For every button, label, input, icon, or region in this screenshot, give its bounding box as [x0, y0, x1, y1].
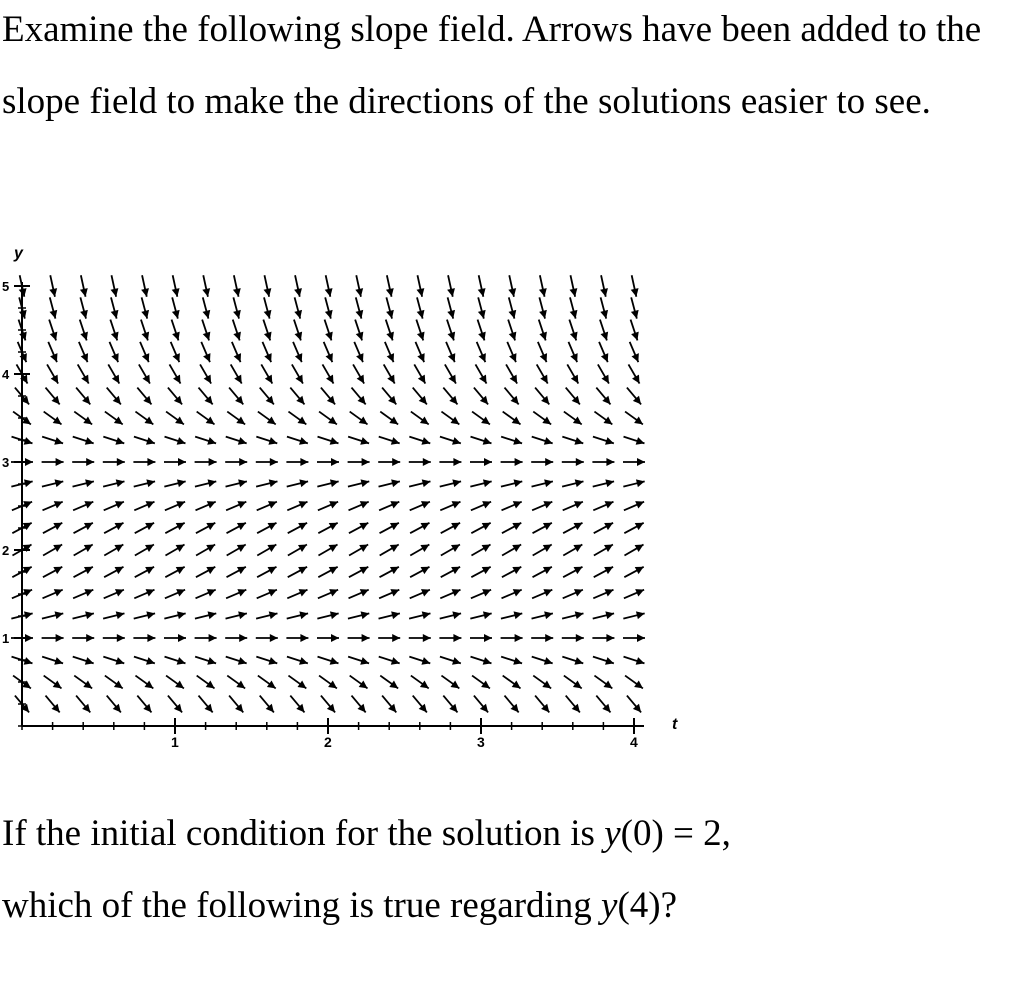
slope-arrowhead [55, 479, 64, 487]
slope-arrowhead [299, 611, 308, 619]
slope-arrowhead [545, 634, 553, 642]
slope-arrowhead [85, 611, 94, 619]
slope-arrowhead [325, 310, 333, 319]
slope-arrowhead [422, 611, 431, 619]
slope-arrowhead [481, 681, 490, 689]
slope-arrowhead [55, 611, 64, 619]
problem-intro: Examine the following slope field. Arrows have been added to the slope field to make the directions of the solutions easier to see. [2, 9, 982, 122]
slope-arrowhead [362, 458, 370, 466]
slope-arrowhead [264, 332, 272, 341]
slope-arrowhead [299, 479, 308, 487]
initial-condition-argument: (0) [620, 813, 664, 854]
slope-arrowhead [267, 417, 276, 425]
y-axis-label: y [14, 245, 23, 262]
slope-arrowhead [600, 288, 608, 297]
slope-field-svg [0, 232, 700, 762]
slope-arrowhead [514, 611, 523, 619]
slope-arrowhead [270, 458, 278, 466]
slope-arrowhead [25, 634, 33, 642]
initial-condition-value: = 2, [663, 813, 731, 854]
slope-arrowhead [331, 458, 339, 466]
slope-arrowhead [206, 681, 215, 689]
slope-arrowhead [637, 634, 645, 642]
question-line2-text: which of the following is true regarding [2, 885, 602, 926]
slope-arrowhead [484, 634, 492, 642]
slope-arrowhead [545, 458, 553, 466]
slope-arrowhead [330, 479, 339, 487]
x-axis-label: t [672, 716, 678, 733]
slope-arrowhead [576, 634, 584, 642]
slope-arrowhead [604, 681, 613, 689]
slope-arrowhead [325, 332, 333, 341]
slope-arrowhead [80, 332, 88, 341]
slope-arrowhead [478, 310, 486, 319]
slope-arrowhead [573, 681, 582, 689]
slope-arrowhead [391, 479, 400, 487]
slope-arrowhead [606, 634, 614, 642]
slope-arrowhead [269, 611, 278, 619]
y-tick-label: 4 [2, 367, 10, 382]
slope-arrowhead [85, 479, 94, 487]
slope-arrowhead [111, 310, 119, 319]
slope-arrowhead [267, 681, 276, 689]
slope-arrowhead [206, 417, 215, 425]
slope-arrowhead [147, 634, 155, 642]
axis-labels [2, 245, 678, 750]
slope-arrowhead [417, 288, 425, 297]
slope-arrowhead [80, 288, 88, 297]
slope-arrowhead [114, 417, 123, 425]
slope-arrowhead [544, 479, 553, 487]
slope-arrowhead [605, 479, 614, 487]
slope-arrowhead [177, 479, 186, 487]
slope-arrowhead [24, 611, 33, 619]
slope-arrowhead [575, 479, 584, 487]
initial-condition-function: y [604, 813, 621, 854]
x-tick-label: 1 [171, 734, 179, 750]
slope-arrowhead [452, 479, 461, 487]
slope-arrowhead [420, 681, 429, 689]
slope-arrowhead [117, 634, 125, 642]
target-function: y [601, 885, 618, 926]
slope-arrowhead [570, 332, 578, 341]
slope-arrowhead [141, 288, 149, 297]
slope-arrowhead [573, 417, 582, 425]
slope-arrowhead [208, 479, 217, 487]
slope-arrowhead [447, 310, 455, 319]
slope-arrowhead [539, 332, 547, 341]
slope-arrowhead [147, 458, 155, 466]
slope-arrowhead [325, 288, 333, 297]
slope-arrowhead [362, 634, 370, 642]
slope-arrowhead [56, 634, 64, 642]
slope-arrowhead [233, 288, 241, 297]
slope-field-chart [0, 232, 700, 762]
slope-arrowhead [238, 611, 247, 619]
slope-arrowhead [330, 611, 339, 619]
slope-arrowhead [451, 681, 460, 689]
slope-arrowhead [146, 611, 155, 619]
y-tick-label: 2 [2, 543, 10, 558]
slope-arrowhead [50, 310, 58, 319]
slope-arrowhead [570, 310, 578, 319]
slope-arrowhead [208, 611, 217, 619]
slope-arrowhead [111, 288, 119, 297]
slope-arrowhead [328, 417, 337, 425]
slope-arrowhead [392, 458, 400, 466]
slope-arrowhead [389, 681, 398, 689]
slope-arrowhead [300, 458, 308, 466]
slope-arrowhead [361, 479, 370, 487]
slope-arrowhead [420, 417, 429, 425]
slope-arrowhead [86, 634, 94, 642]
slope-arrowhead [270, 634, 278, 642]
slope-arrowhead [634, 417, 643, 425]
slope-arrowhead [356, 332, 364, 341]
slope-arrowhead [542, 681, 551, 689]
slope-arrowhead [631, 288, 639, 297]
slope-arrowhead [386, 310, 394, 319]
slope-arrowhead [172, 310, 180, 319]
slope-arrowhead [264, 288, 272, 297]
slope-arrowhead [300, 634, 308, 642]
slope-arrowhead [570, 288, 578, 297]
slope-arrowhead [50, 332, 58, 341]
slope-arrowhead [478, 332, 486, 341]
slope-arrowhead [484, 458, 492, 466]
slope-arrowhead [601, 332, 609, 341]
y-tick-label: 3 [2, 455, 10, 470]
slope-arrowhead [145, 681, 154, 689]
slope-arrowhead [606, 458, 614, 466]
slope-arrowhead [202, 288, 210, 297]
slope-arrowhead [478, 288, 486, 297]
y-tick-label: 1 [2, 631, 10, 646]
slope-arrowhead [448, 332, 456, 341]
slope-arrowhead [508, 288, 516, 297]
slope-arrowhead [576, 458, 584, 466]
slope-arrowhead [175, 417, 184, 425]
slope-arrowhead [114, 681, 123, 689]
slope-arrowhead [359, 417, 368, 425]
slope-arrowhead [512, 417, 521, 425]
slope-arrowhead [117, 458, 125, 466]
slope-arrowhead [451, 417, 460, 425]
slope-arrowhead [355, 288, 363, 297]
slope-arrowhead [417, 332, 425, 341]
slope-arrowhead [392, 634, 400, 642]
slope-arrowhead [239, 634, 247, 642]
slope-arrowhead [294, 288, 302, 297]
slope-arrowhead [86, 458, 94, 466]
slope-arrowhead [56, 458, 64, 466]
slope-arrowhead [542, 417, 551, 425]
slope-arrowhead [359, 681, 368, 689]
slope-arrowhead [49, 288, 57, 297]
slope-arrowhead [294, 310, 302, 319]
x-tick-label: 4 [630, 734, 638, 750]
slope-arrowhead [203, 310, 211, 319]
slope-arrowhead [145, 417, 154, 425]
slope-arrowhead [422, 479, 431, 487]
slope-arrowhead [447, 288, 455, 297]
slope-field-arrows [11, 275, 645, 712]
target-argument: (4) [617, 885, 661, 926]
slope-arrowhead [24, 479, 33, 487]
slope-arrowhead [233, 310, 241, 319]
slope-arrowhead [25, 458, 33, 466]
slope-arrowhead [295, 332, 303, 341]
slope-arrowhead [175, 681, 184, 689]
slope-arrowhead [177, 611, 186, 619]
slope-arrowhead [539, 288, 547, 297]
slope-arrowhead [331, 634, 339, 642]
slope-arrowhead [509, 332, 517, 341]
slope-arrowhead [238, 479, 247, 487]
slope-arrowhead [386, 288, 394, 297]
x-tick-label: 2 [324, 734, 332, 750]
slope-arrowhead [178, 458, 186, 466]
slope-arrowhead [172, 288, 180, 297]
slope-arrowhead [264, 310, 272, 319]
slope-arrowhead [53, 681, 62, 689]
slope-arrowhead [389, 417, 398, 425]
slope-arrowhead [631, 310, 639, 319]
slope-arrowhead [605, 611, 614, 619]
slope-arrowhead [116, 611, 125, 619]
slope-arrowhead [417, 310, 425, 319]
slope-arrowhead [575, 611, 584, 619]
slope-arrowhead [298, 417, 307, 425]
slope-arrowhead [514, 479, 523, 487]
slope-arrowhead [83, 417, 92, 425]
question-line1-text: If the initial condition for the solution is [2, 813, 605, 854]
slope-arrowhead [141, 310, 149, 319]
slope-arrowhead [637, 458, 645, 466]
slope-arrowhead [209, 458, 217, 466]
slope-arrowhead [604, 417, 613, 425]
slope-arrowhead [172, 332, 180, 341]
slope-arrowhead [453, 458, 461, 466]
slope-arrowhead [481, 417, 490, 425]
slope-arrowhead [178, 634, 186, 642]
slope-arrowhead [203, 332, 211, 341]
slope-arrowhead [636, 611, 645, 619]
slope-arrowhead [544, 611, 553, 619]
slope-arrowhead [83, 681, 92, 689]
question-mark: ? [660, 885, 678, 926]
y-tick-label: 5 [2, 279, 10, 294]
slope-arrowhead [515, 458, 523, 466]
slope-arrowhead [509, 310, 517, 319]
slope-arrowhead [328, 681, 337, 689]
slope-arrowhead [236, 417, 245, 425]
slope-arrowhead [298, 681, 307, 689]
slope-arrowhead [634, 681, 643, 689]
x-tick-label: 3 [477, 734, 485, 750]
slope-arrowhead [361, 611, 370, 619]
slope-arrowhead [423, 634, 431, 642]
slope-arrowhead [53, 417, 62, 425]
slope-arrowhead [111, 332, 119, 341]
slope-arrowhead [515, 634, 523, 642]
slope-arrowhead [236, 681, 245, 689]
slope-arrowhead [356, 310, 364, 319]
slope-arrowhead [142, 332, 150, 341]
slope-arrowhead [483, 611, 492, 619]
slope-arrowhead [146, 479, 155, 487]
slope-arrowhead [600, 310, 608, 319]
slope-arrowhead [116, 479, 125, 487]
slope-arrowhead [483, 479, 492, 487]
slope-arrowhead [423, 458, 431, 466]
slope-arrowhead [453, 634, 461, 642]
slope-arrowhead [539, 310, 547, 319]
question-text [2, 798, 1012, 942]
slope-arrowhead [636, 479, 645, 487]
slope-arrowhead [80, 310, 88, 319]
slope-arrowhead [386, 332, 394, 341]
slope-arrowhead [631, 332, 639, 341]
slope-arrowhead [269, 479, 278, 487]
slope-arrowhead [239, 458, 247, 466]
slope-arrowhead [391, 611, 400, 619]
slope-arrowhead [209, 634, 217, 642]
slope-arrowhead [233, 332, 241, 341]
slope-arrowhead [452, 611, 461, 619]
slope-arrowhead [512, 681, 521, 689]
